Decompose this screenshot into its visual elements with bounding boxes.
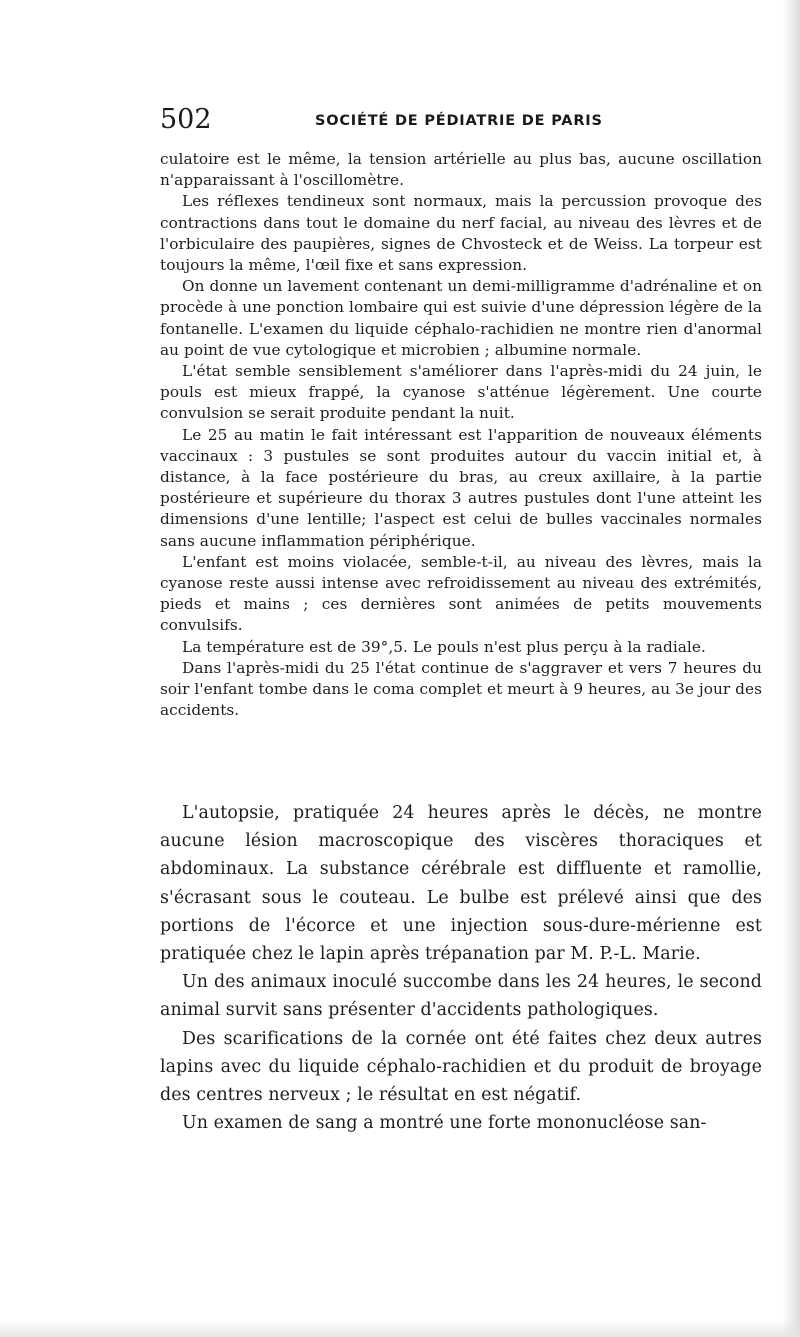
paragraph: Les réflexes tendineux sont normaux, mais la percussion provoque des contractions dans tout le domaine du nerf facial, au niveau des lèvres et de l'orbiculaire des paupières, signes de Chvosteck et de Weiss. La torpeur est toujours la même, l'œil fixe et sans expression. [160, 192, 762, 275]
paragraph: On donne un lavement contenant un demi-milligramme d'adrénaline et on procède à une ponction lombaire qui est suivie d'une dépression légère de la fontanelle. L'examen du liquide céphalo-rachidien ne montre rien d'anormal au point de vue cytologique et microbien ; albumine normale. [160, 277, 762, 359]
page-header [160, 104, 762, 140]
running-title: SOCIÉTÉ DE PÉDIATRIE DE PARIS [315, 113, 603, 129]
paragraph: Dans l'après-midi du 25 l'état continue de s'aggraver et vers 7 heures du soir l'enfant tombe dans le coma complet et meurt à 9 heures, au 3e jour des accidents. [160, 658, 762, 720]
page-number: 502 [160, 104, 212, 135]
autopsy-text [160, 799, 762, 1137]
page-edge-shadow [782, 0, 800, 1337]
page-bottom-shadow [0, 1321, 800, 1337]
case-report-text [160, 149, 762, 721]
paragraph: Des scarifications de la cornée ont été faites chez deux autres lapins avec du liquide céphalo-rachidien et du produit de broyage des centres nerveux ; le résultat en est négatif. [160, 1028, 762, 1106]
paragraph: L'autopsie, pratiquée 24 heures après le décès, ne montre aucune lésion macroscopique des viscères thoraciques et abdominaux. La substance cérébrale est diffluente et ramollie, s'écrasant sous le couteau. Le bulbe est prélevé ainsi que des portions de l'écorce et une injection sous-dure-mérienne est pratiquée chez le lapin après trépanation par M. P.-L. Marie. [160, 803, 762, 965]
paragraph: L'état semble sensiblement s'améliorer dans l'après-midi du 24 juin, le pouls est mieux frappé, la cyanose s'atténue légèrement. Une courte convulsion se serait produite pendant la nuit. [160, 362, 762, 423]
paragraph: Un examen de sang a montré une forte mononucléose san- [182, 1113, 707, 1134]
paragraph: Le 25 au matin le fait intéressant est l'apparition de nouveaux éléments vaccinaux : 3 pustules se sont produites autour du vaccin initial et, à distance, à la face postérieure du bras, au creux axillaire, à la partie postérieure et supérieure du thorax 3 autres pustules dont l'une atteint les dimensions d'une lentille; l'aspect est celui de bulles vaccinales normales sans aucune inflammation périphérique. [160, 425, 762, 550]
paragraph: Un des animaux inoculé succombe dans les 24 heures, le second animal survit sans présenter d'accidents pathologiques. [160, 972, 762, 1021]
paragraph: culatoire est le même, la tension artérielle au plus bas, aucune oscillation n'apparaissant à l'oscillomètre. [160, 150, 762, 190]
paragraph: L'enfant est moins violacée, semble-t-il, au niveau des lèvres, mais la cyanose reste aussi intense avec refroidissement au niveau des extrémités, pieds et mains ; ces dernières sont animées de petits mouvements convulsifs. [160, 552, 762, 635]
paragraph: La température est de 39°,5. Le pouls n'est plus perçu à la radiale. [182, 637, 706, 656]
